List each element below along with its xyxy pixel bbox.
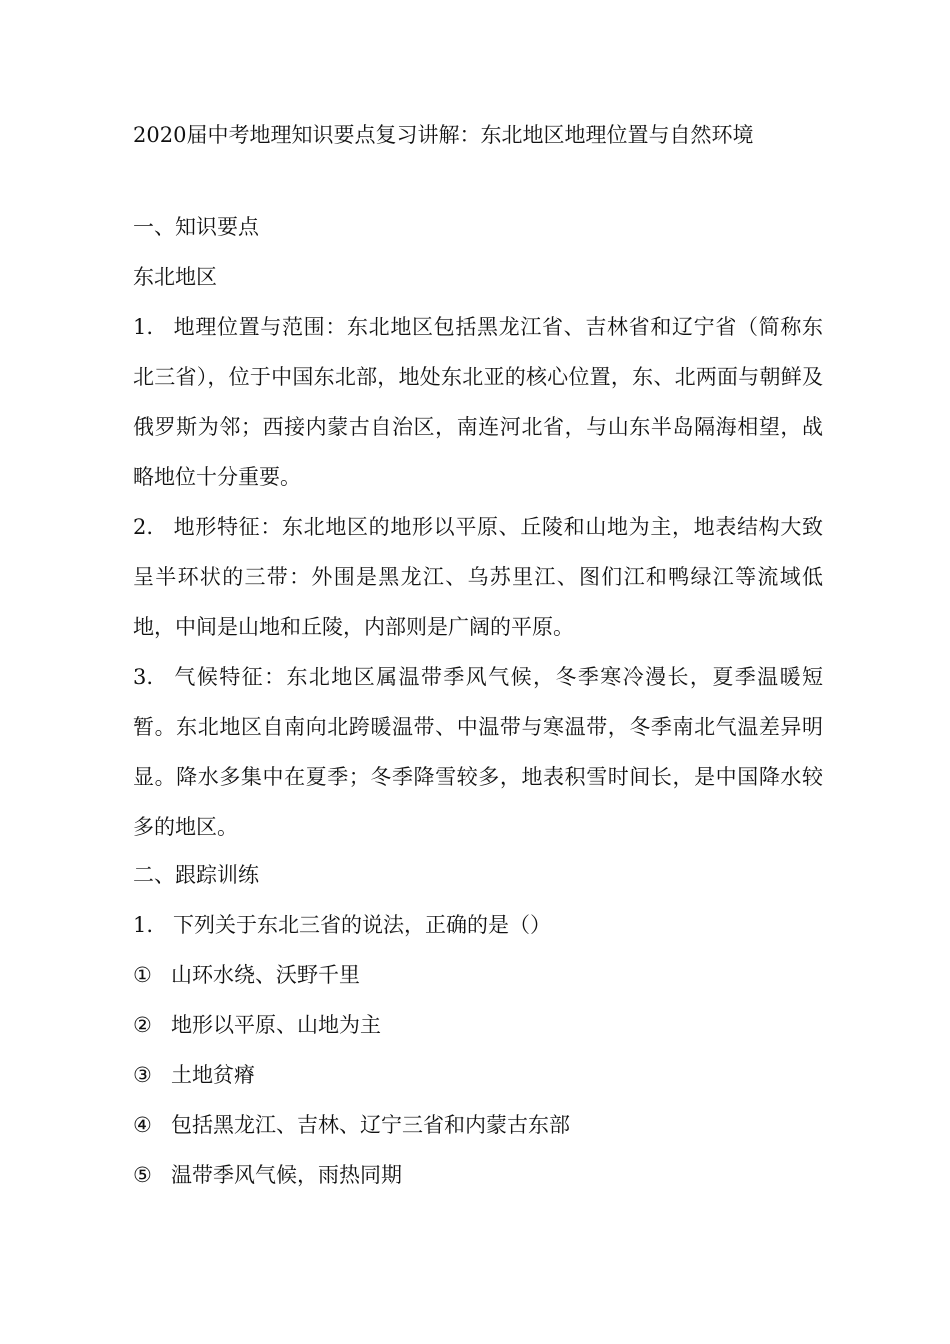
option-item: [133, 1060, 833, 1090]
question-text: 下列关于东北三省的说法，正确的是（）: [173, 913, 551, 937]
option-text: 山环水绕、沃野千里: [171, 963, 360, 987]
question-1: [133, 910, 833, 940]
point-number: 1.: [133, 315, 154, 339]
option-marker: ②: [133, 1013, 152, 1037]
question-number: 1.: [133, 913, 154, 937]
knowledge-point-3: [133, 652, 823, 852]
knowledge-point-1: [133, 302, 823, 502]
option-item: [133, 1160, 833, 1190]
option-marker: ①: [133, 963, 152, 987]
option-marker: ③: [133, 1063, 152, 1087]
knowledge-point-2: [133, 502, 823, 652]
point-number: 3.: [133, 665, 154, 689]
option-text: 温带季风气候，雨热同期: [171, 1163, 402, 1187]
option-text: 包括黑龙江、吉林、辽宁三省和内蒙古东部: [171, 1113, 570, 1137]
option-marker: ④: [133, 1113, 152, 1137]
option-item: [133, 1010, 833, 1040]
subheading-northeast: 东北地区: [133, 265, 217, 289]
option-item: [133, 960, 833, 990]
option-item: [133, 1110, 833, 1140]
point-text: 地理位置与范围：东北地区包括黑龙江省、吉林省和辽宁省（简称东北三省），位于中国东北部，地处东北亚的核心位置，东、北两面与朝鲜及俄罗斯为邻；西接内蒙古自治区，南连河北省，与山东半岛隔海相望，战略地位十分重要。: [133, 315, 823, 489]
option-text: 土地贫瘠: [171, 1063, 255, 1087]
document-title: 2020届中考地理知识要点复习讲解：东北地区地理位置与自然环境: [133, 123, 754, 147]
section-heading-knowledge: 一、知识要点: [133, 215, 259, 239]
option-marker: ⑤: [133, 1163, 152, 1187]
point-number: 2.: [133, 515, 154, 539]
point-text: 气候特征：东北地区属温带季风气候，冬季寒冷漫长，夏季温暖短暂。东北地区自南向北跨暖温带、中温带与寒温带，冬季南北气温差异明显。降水多集中在夏季；冬季降雪较多，地表积雪时间长，是中国降水较多的地区。: [133, 665, 823, 839]
section-heading-training: 二、跟踪训练: [133, 863, 259, 887]
point-text: 地形特征：东北地区的地形以平原、丘陵和山地为主，地表结构大致呈半环状的三带：外围是黑龙江、乌苏里江、图们江和鸭绿江等流域低地，中间是山地和丘陵，内部则是广阔的平原。: [133, 515, 823, 639]
option-text: 地形以平原、山地为主: [171, 1013, 381, 1037]
